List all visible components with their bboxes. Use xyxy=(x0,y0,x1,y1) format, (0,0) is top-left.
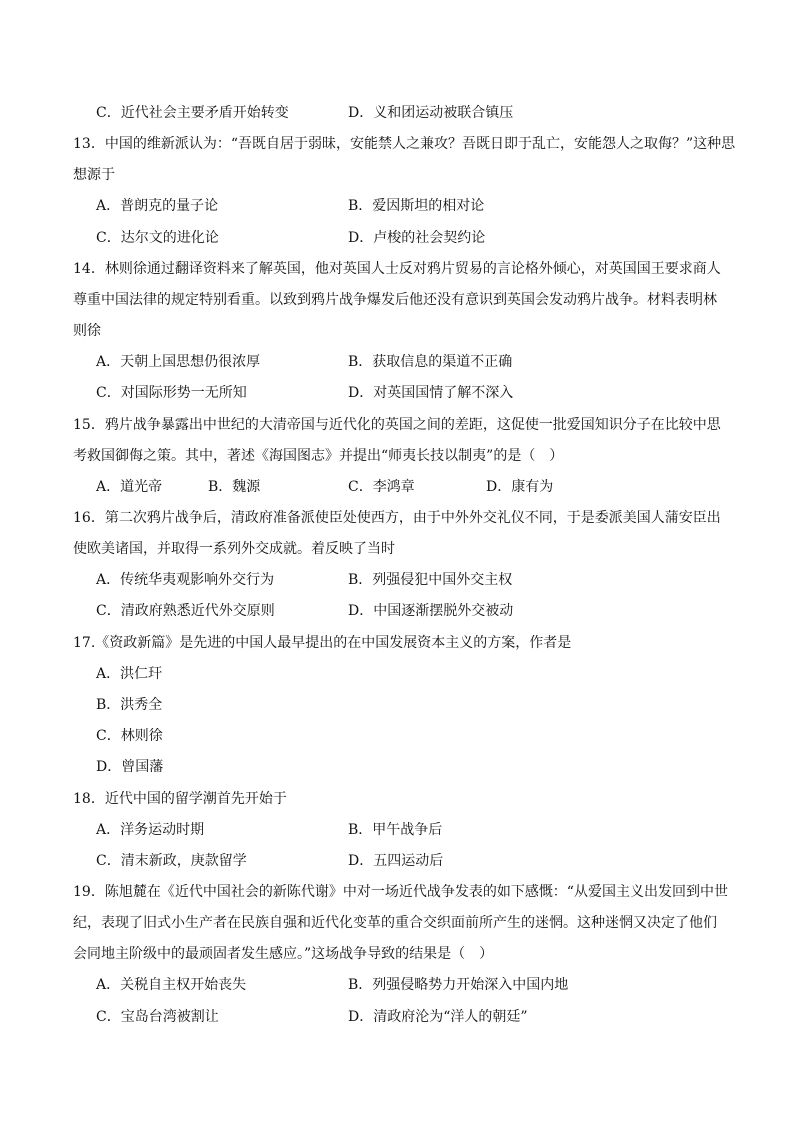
q14-option-a: A．天朝上国思想仍很浓厚 xyxy=(96,354,261,370)
q18-option-b: B．甲午战争后 xyxy=(348,822,443,838)
q13-stem-line1: 13．中国的维新派认为：“吾既自居于弱昧，安能禁人之兼攻？吾既日即于乱亡，安能怨人之取侮？”这种思 xyxy=(73,136,736,152)
q12-option-d: D．义和团运动被联合镇压 xyxy=(348,105,514,121)
q15-option-b: B．魏源 xyxy=(208,479,261,495)
q18-option-c: C．清末新政，庚款留学 xyxy=(96,853,247,869)
q14-stem-line1: 14．林则徐通过翻译资料来了解英国，他对英国人士反对鸦片贸易的言论格外倾心，对英国国王要求商人 xyxy=(73,261,721,277)
q13-option-b: B．爱因斯坦的相对论 xyxy=(348,198,485,214)
q17-option-b: B．洪秀全 xyxy=(96,697,163,713)
q19-option-c: C．宝岛台湾被割让 xyxy=(96,1009,219,1025)
q14-option-b: B．获取信息的渠道不正确 xyxy=(348,354,513,370)
q16-stem-line2: 使欧美诸国，并取得一系列外交成就。着反映了当时 xyxy=(73,541,395,557)
q12-option-c: C．近代社会主要矛盾开始转变 xyxy=(96,105,289,121)
q18-stem: 18．近代中国的留学潮首先开始于 xyxy=(73,791,287,807)
q14-stem-line2: 尊重中国法律的规定特别看重。以致到鸦片战争爆发后他还没有意识到英国会发动鸦片战争。材料表明林 xyxy=(73,292,717,308)
q14-option-d: D．对英国国情了解不深入 xyxy=(348,385,514,401)
q17-option-a: A．洪仁玕 xyxy=(96,666,163,682)
q19-option-a: A．关税自主权开始丧失 xyxy=(96,977,247,993)
q16-stem-line1: 16．第二次鸦片战争后，清政府准备派使臣处使西方，由于中外外交礼仪不同，于是委派美国人蒲安臣出 xyxy=(73,510,721,526)
q13-option-d: D．卢梭的社会契约论 xyxy=(348,230,486,246)
q19-option-d: D．清政府沦为“洋人的朝廷” xyxy=(348,1009,528,1025)
q13-stem-line2: 想源于 xyxy=(73,167,115,183)
q15-option-a: A．道光帝 xyxy=(96,479,163,495)
q19-option-b: B．列强侵略势力开始深入中国内地 xyxy=(348,977,569,993)
q13-option-a: A．普朗克的量子论 xyxy=(96,198,219,214)
q17-stem: 17.《资政新篇》是先进的中国人最早提出的在中国发展资本主义的方案，作者是 xyxy=(73,635,572,651)
q18-option-d: D．五四运动后 xyxy=(348,853,444,869)
q19-stem-line1: 19．陈旭麓在《近代中国社会的新陈代谢》中对一场近代战争发表的如下感慨：“从爱国主义出发回到中世 xyxy=(73,884,728,900)
q17-option-c: C．林则徐 xyxy=(96,728,163,744)
q16-option-a: A．传统华夷观影响外交行为 xyxy=(96,572,275,588)
q18-option-a: A．洋务运动时期 xyxy=(96,822,205,838)
q14-option-c: C．对国际形势一无所知 xyxy=(96,385,247,401)
q19-stem-line2: 纪，表现了旧式小生产者在民族自强和近代化变革的重合交织面前所产生的迷惘。这种迷惘又决定了他们 xyxy=(73,915,717,931)
q15-stem-line2: 考救国御侮之策。其中，著述《海国图志》并提出“师夷长技以制夷”的是（ ） xyxy=(73,448,564,464)
q19-stem-line3: 会同地主阶级中的最顽固者发生感应。”这场战争导致的结果是（ ） xyxy=(73,946,494,962)
q13-option-c: C．达尔文的进化论 xyxy=(96,230,219,246)
q14-stem-line3: 则徐 xyxy=(73,323,101,339)
q15-option-c: C．李鸿章 xyxy=(348,479,415,495)
q16-option-b: B．列强侵犯中国外交主权 xyxy=(348,572,513,588)
q16-option-c: C．清政府熟悉近代外交原则 xyxy=(96,603,275,619)
q15-option-d: D．康有为 xyxy=(486,479,554,495)
q16-option-d: D．中国逐渐摆脱外交被动 xyxy=(348,603,514,619)
q15-stem-line1: 15．鸦片战争暴露出中世纪的大清帝国与近代化的英国之间的差距，这促使一批爱国知识分子在比较中思 xyxy=(73,417,721,433)
q17-option-d: D．曾国藩 xyxy=(96,759,164,775)
